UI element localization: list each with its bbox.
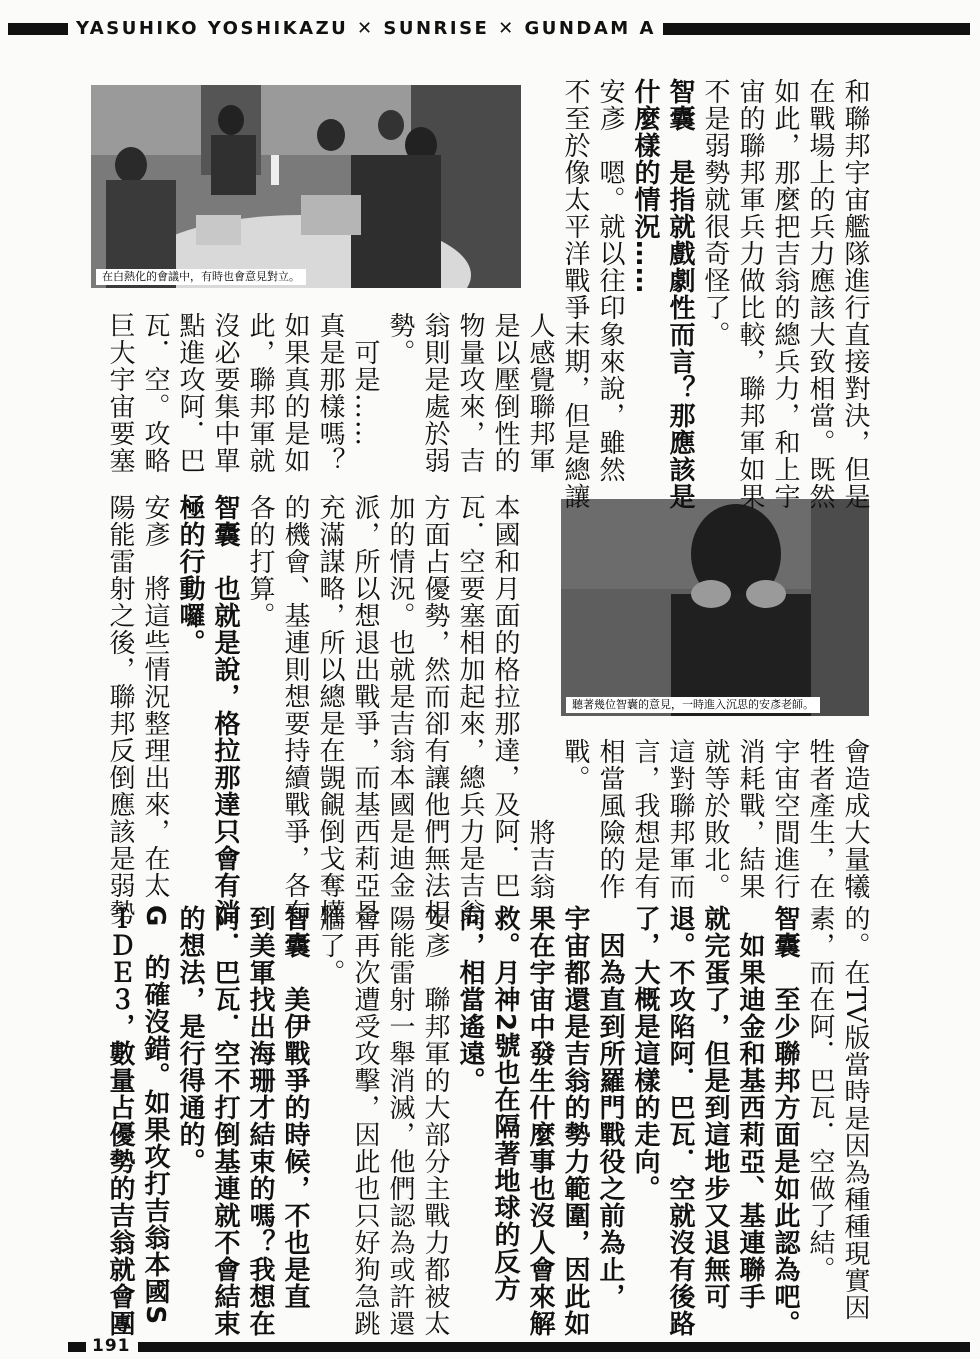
text-column: 充滿謀略，所以總是在覬覦倒戈奪權 [315,494,345,926]
text-column: 方面占優勢，然而卻有讓他們無法相 [420,494,450,926]
meeting-photo [91,85,521,288]
page-number: 191 [92,1336,131,1356]
text-column: 牲者產生，在 [805,738,835,900]
text-column: 陽能雷射之後，聯邦反倒應該是弱勢 [105,494,135,926]
text-column: 戰。 [560,738,590,792]
text-column: 各的打算。 [245,494,275,629]
text-column: 真是那樣嗎？ [315,312,345,474]
text-column: 派，所以想退出戰爭，而基西莉亞是 [350,494,380,926]
text-column: 就完蛋了，但是到這地步又退無可 [700,905,730,1310]
text-column: 安彥 聯邦軍的大部分主戰力都被太 [420,905,450,1337]
text-column: 巨大宇宙要塞 [105,312,135,474]
text-column: 智囊 是指就戲劇性而言？那應該是 [665,78,695,510]
text-column: 物量攻來，吉 [455,312,485,474]
text-column: 人感覺聯邦軍 [525,312,555,474]
text-column: 相當風險的作 [595,738,625,900]
text-column: 果在宇宙中發生什麼事也沒人會來解 [525,905,555,1337]
text-column: 了，大概是這樣的走向。 [630,905,660,1202]
text-column: 退。不攻陷阿．巴瓦．空就沒有後路 [665,905,695,1337]
page-footer [8,1336,970,1358]
text-column: 就等於敗北。 [700,738,730,900]
meeting-photo-caption: 在白熱化的會議中，有時也會意見對立。 [96,269,306,285]
text-column: 如果迪金和基西莉亞、基連聯手 [735,905,765,1310]
text-column: 宇宙都還是吉翁的勢力範圍，因此如 [560,905,590,1337]
text-column: 將吉翁 [525,792,555,900]
meeting-photo-image [91,85,521,288]
text-column: 到美軍找出海珊才結束的嗎？我想在 [245,905,275,1337]
text-column: 可是…… [350,312,380,447]
text-column: 和聯邦宇宙艦隊進行直接對決，但是 [840,78,870,510]
text-column: 阿．巴瓦．空不打倒基連就不會結束 [210,905,240,1337]
text-column: 瓦．空。攻略 [140,312,170,474]
text-column: 會再次遭受攻擊，因此也只好狗急跳 [350,905,380,1337]
text-column: 救。月神2號也在隔著地球的反方 [490,905,520,1303]
text-column: 宙的聯邦軍兵力做比較，聯邦軍如果 [735,78,765,510]
text-column: 的機會、基連則想要持續戰爭，各有 [280,494,310,926]
text-column: 極的行動囉。 [175,494,205,656]
text-column: 言，我想是有 [630,738,660,900]
text-column: 因為直到所羅門戰役之前為止， [595,905,625,1310]
text-column: ＩＤＥ３，數量占優勢的吉翁就會團 [105,905,135,1337]
text-column: 宇宙空間進行 [770,738,800,900]
header-title: YASUHIKO YOSHIKAZU ✕ SUNRISE ✕ GUNDAM A [76,18,656,39]
text-column: 瓦．空要塞相加起來，總兵力是吉翁 [455,494,485,926]
footer-bar-left [68,1342,86,1352]
text-column: 的。在TV版當時是因為種種現實因 [840,905,870,1322]
text-column: 是以壓倒性的 [490,312,520,474]
text-column: 的想法，是行得通的。 [175,905,205,1175]
text-column: 在戰場上的兵力應該大致相當。既然 [805,78,835,510]
text-column: 如果真的是如 [280,312,310,474]
text-column: 陽能雷射一舉消滅，他們認為或許還 [385,905,415,1337]
text-column: 會造成大量犧 [840,738,870,900]
text-column: 向，相當遙遠。 [455,905,485,1094]
text-column: G 的確沒錯。如果攻打吉翁本國S [140,905,170,1326]
text-column: 不是弱勢就很奇怪了。 [700,78,730,348]
header-bar-left [8,23,68,35]
text-column: 牆了。 [315,905,345,986]
text-column: 智囊 美伊戰爭的時候，不也是直 [280,905,310,1310]
thinking-photo-image [561,499,869,716]
text-column: 安彥 將這些情況整理出來，在太 [140,494,170,899]
header-bar-right [663,23,970,35]
thinking-photo [561,499,869,716]
text-column: 什麼樣的情況…… [630,78,660,294]
text-column: 本國和月面的格拉那達，及阿．巴 [490,494,520,899]
text-column: 不至於像太平洋戰爭末期，但是總讓 [560,78,590,510]
thinking-photo-caption: 聽著幾位智囊的意見，一時進入沉思的安彥老師。 [566,697,820,713]
text-column: 消耗戰，結果 [735,738,765,900]
text-column: 如此，那麼把吉翁的總兵力，和上宇 [770,78,800,510]
text-column: 智囊 至少聯邦方面是如此認為吧。 [770,905,800,1337]
text-column: 翁則是處於弱 [420,312,450,474]
text-column: 點進攻阿．巴 [175,312,205,474]
text-column: 素，而在阿．巴瓦．空做了結。 [805,905,835,1283]
text-column: 安彥 嗯。就以往印象來說，雖然 [595,78,625,483]
text-column: 這對聯邦軍而 [665,738,695,900]
text-column: 沒必要集中單 [210,312,240,474]
text-column: 智囊 也就是說，格拉那達只會有消 [210,494,240,926]
text-column: 加的情況。也就是吉翁本國是迪金 [385,494,415,899]
text-column: 此，聯邦軍就 [245,312,275,474]
footer-bar-right [138,1342,970,1352]
page-header [8,18,970,44]
text-column: 勢。 [385,312,415,366]
